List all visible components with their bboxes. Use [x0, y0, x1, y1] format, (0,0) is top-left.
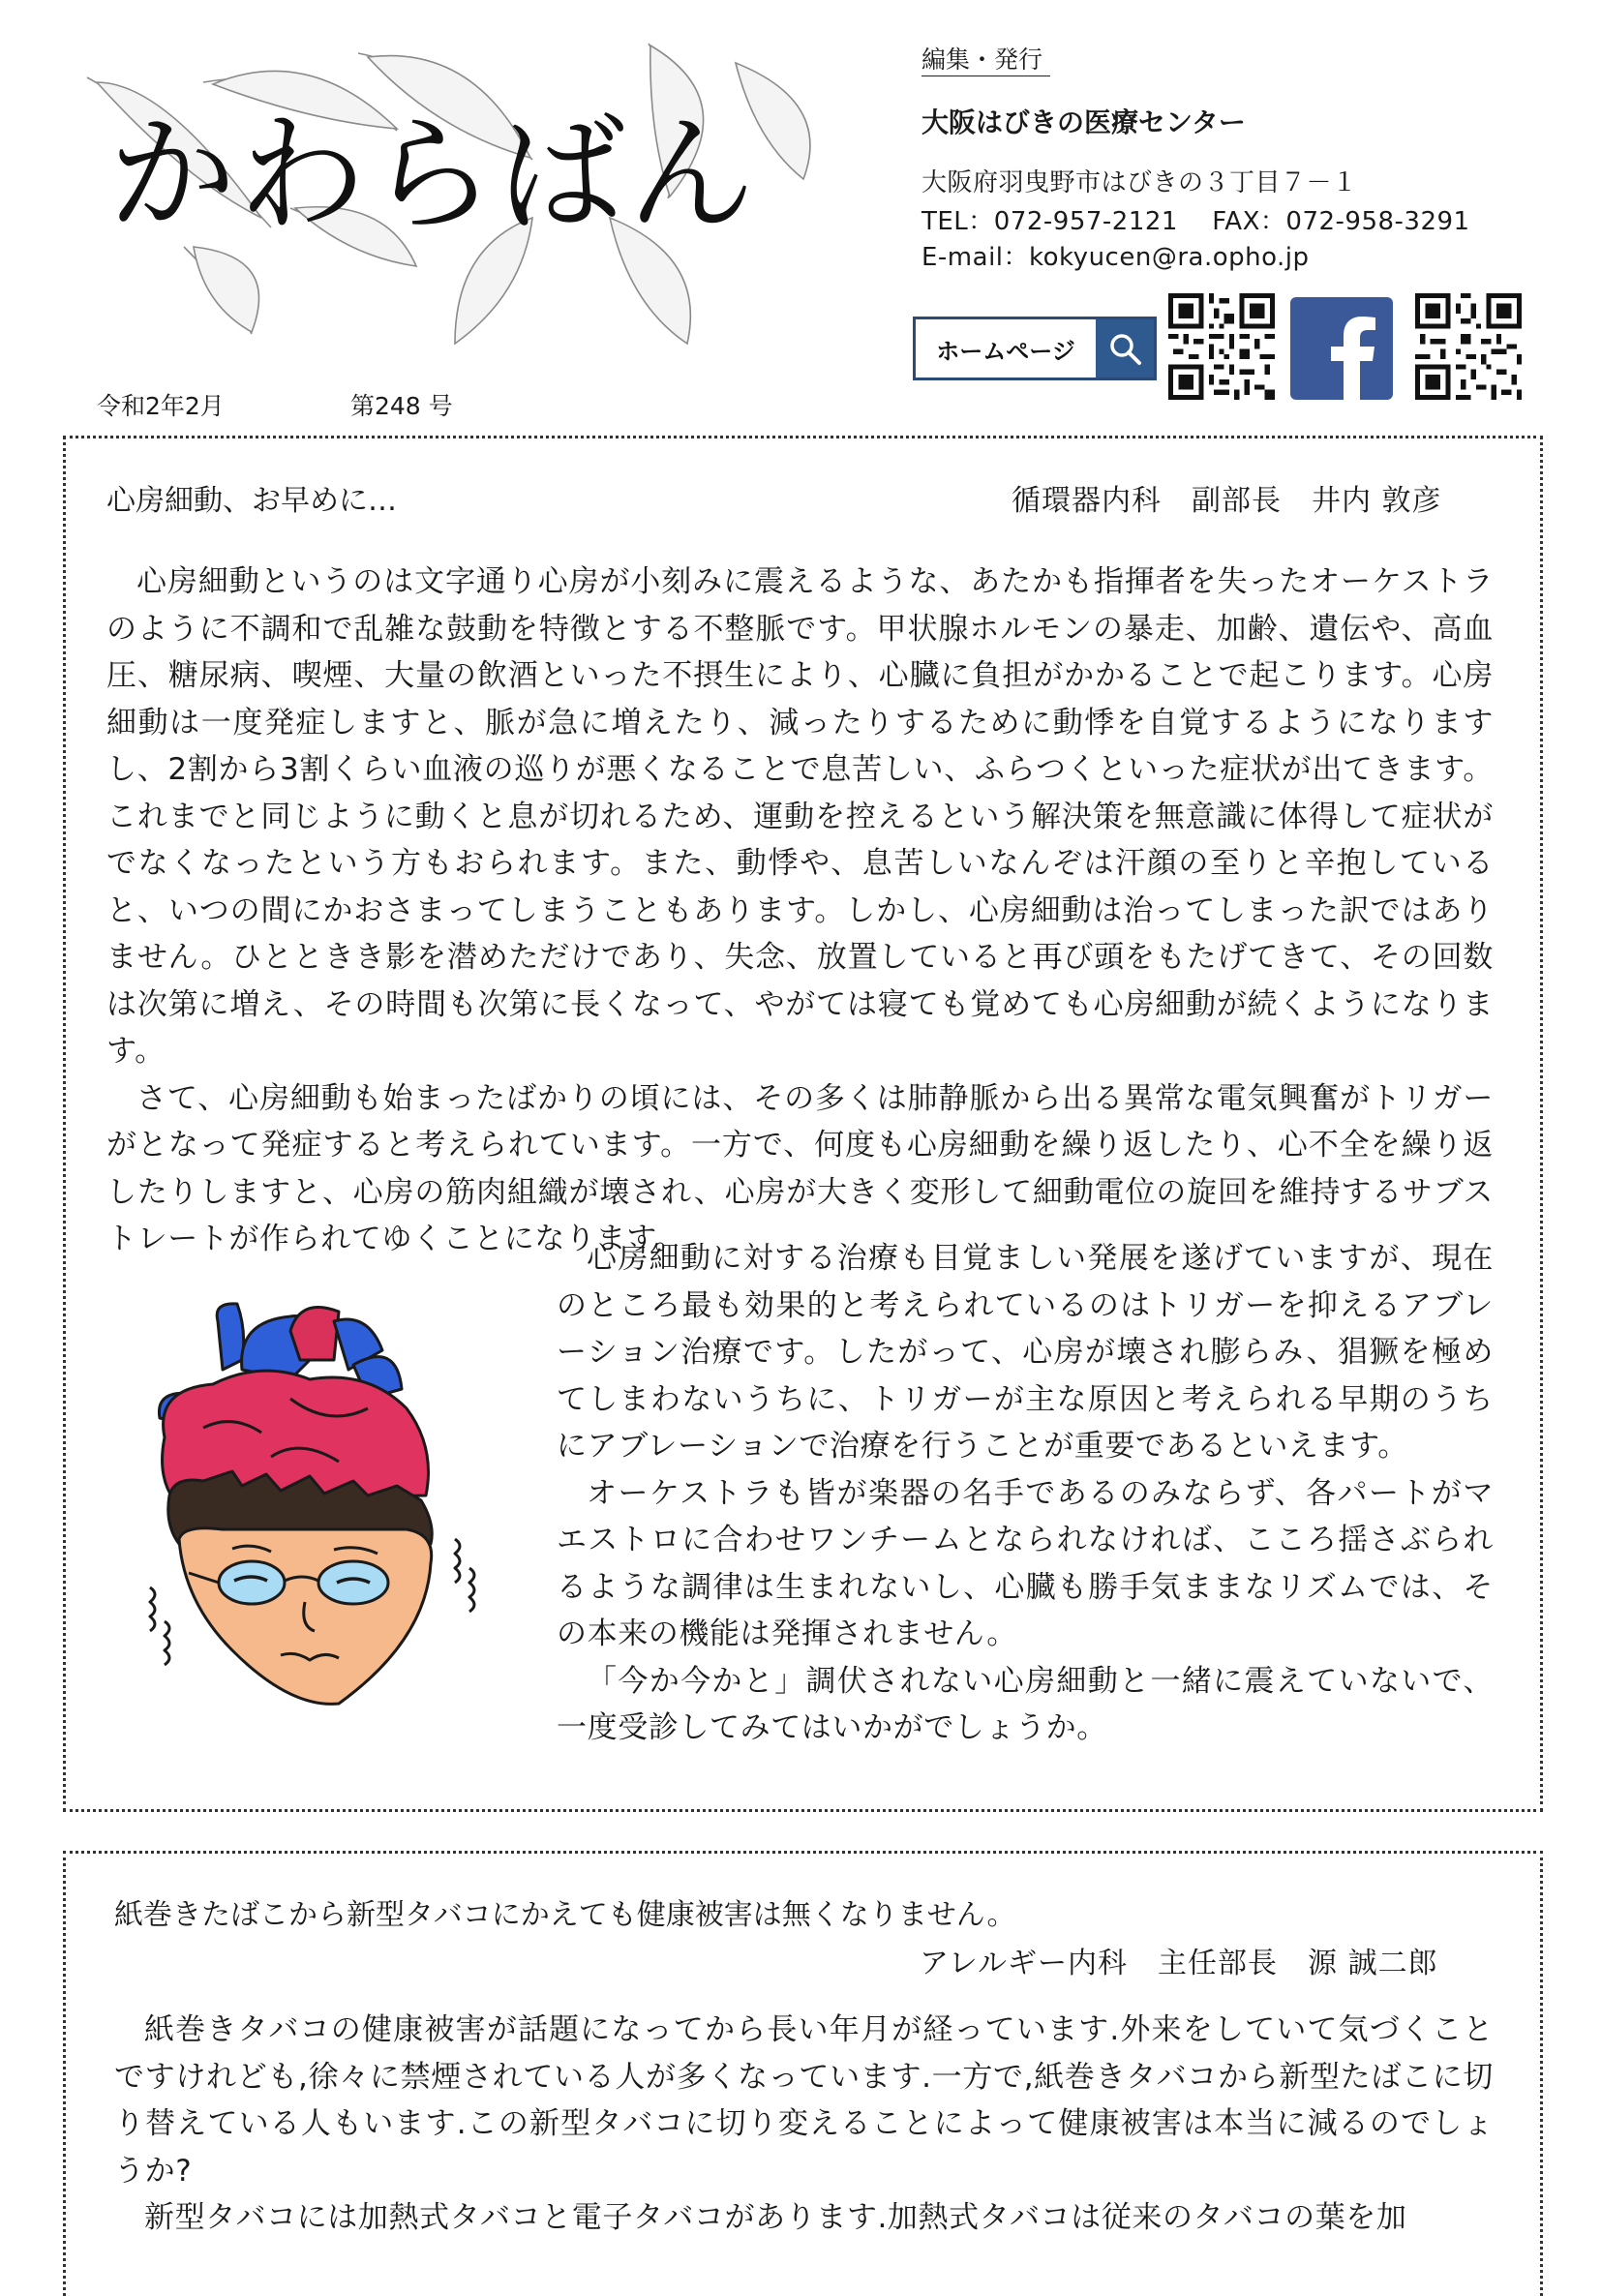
publisher-address: 大阪府羽曳野市はびきの３丁目７－１ [921, 168, 1358, 197]
heart-character-illustration [145, 1292, 494, 1718]
homepage-label: ホームページ [936, 337, 1075, 365]
article2-body [114, 2007, 1494, 2242]
newsletter-title: かわらばん [108, 101, 757, 250]
homepage-qr-code-icon[interactable] [1168, 293, 1275, 400]
article1-paragraph: さて、心房細動も始まったばかりの頃には、その多くは肺静脈から出る異常な電気興奮がトリガーがとなって発症すると考えられています。一方で、何度も心房細動を繰り返したり、心不全を繰り返したりしますと、心房の筋肉組織が壊され、心房が大きく変形して細動電位の旋回を維持するサブストレートが作られてゆくことになります。 [106, 1080, 1494, 1256]
article1-paragraph: 心房細動というのは文字通り心房が小刻みに震えるような、あたかも指揮者を失ったオーケストラのように不調和で乱雑な鼓動を特徴とする不整脈です。甲状腺ホルモンの暴走、加齢、遺伝や、高血圧、糖尿病、喫煙、大量の飲酒といった不摂生により、心臓に負担がかかることで起こります。心房細動は一度発症しますと、脈が急に増えたり、減ったりするために動悸を自覚するようになりますし、2割から3割くらい血液の巡りが悪くなることで息苦しい、ふらつくといった症状が出てきます。これまでと同じように動くと息が切れるため、運動を控えるという解決策を無意識に体得して症状がでなくなったという方もおられます。また、動悸や、息苦しいなんぞは汗顔の至りと辛抱していると、いつの間にかおさまってしまうこともあります。しかし、心房細動は治ってしまった訳ではありません。ひとときき影を潜めただけであり、失念、放置していると再び頭をもたげてきて、その回数は次第に増え、その時間も次第に長くなって、やがては寝ても覚めても心房細動が続くようになります。 [106, 564, 1494, 1069]
publisher-email[interactable]: E-mail：kokyucen@ra.opho.jp [921, 243, 1310, 272]
homepage-search-button[interactable] [913, 317, 1157, 380]
issue-date: 令和2年2月 [97, 392, 225, 420]
article2-paragraph: 紙巻きタバコの健康被害が話題になってから長い年月が経っています.外来をしていて気づくことですけれども,徐々に禁煙されている人が多くなっています.一方で,紙巻きタバコから新型たばこに切り替えている人もいます.この新型タバコに切り変えることによって健康被害は本当に減るのでしょうか? [114, 2012, 1494, 2189]
article1-body-full-width [106, 559, 1494, 1263]
article1-paragraph: オーケストラも皆が楽器の名手であるのみならず、各パートがマエストロに合わせワンチームとなられなければ、こころ揺さぶられるような調律は生まれないし、心臓も勝手気ままなリズムでは、その本来の機能は発揮されません。 [557, 1475, 1494, 1651]
search-icon [1096, 319, 1154, 378]
article1-paragraph: 「今か今かと」調伏されない心房細動と一緒に震えていないで、一度受診してみてはいかがでしょうか。 [557, 1663, 1494, 1745]
publisher-name: 大阪はびきの医療センター [921, 106, 1246, 138]
facebook-icon[interactable] [1290, 297, 1393, 400]
article2-title: 紙巻きたばこから新型タバコにかえても健康被害は無くなりません。 [114, 1898, 1016, 1932]
publisher-label: 編集・発行 [921, 41, 1050, 76]
article1-author: 循環器内科 副部長 井内 敦彦 [1012, 484, 1442, 518]
article2-paragraph: 新型タバコには加熱式タバコと電子タバコがあります.加熱式タバコは従来のタバコの葉を加 [144, 2200, 1407, 2235]
article2-author: アレルギー内科 主任部長 源 誠二郎 [920, 1947, 1438, 1980]
facebook-qr-code-icon[interactable] [1415, 293, 1522, 400]
article1-paragraph: 心房細動に対する治療も目覚ましい発展を遂げていますが、現在のところ最も効果的と考えられているのはトリガーを抑えるアブレーション治療です。したがって、心房が壊され膨らみ、猖獗を極めてしまわないうちに、トリガーが主な原因と考えられる早期のうちにアブレーションで治療を行うことが重要であるといえます。 [557, 1241, 1494, 1464]
issue-number: 第248 号 [350, 392, 453, 420]
article1-title: 心房細動、お早めに… [106, 484, 397, 518]
publisher-tel-fax: TEL：072-957-2121 FAX：072-958-3291 [921, 207, 1470, 236]
article1-body-side [557, 1235, 1494, 1752]
